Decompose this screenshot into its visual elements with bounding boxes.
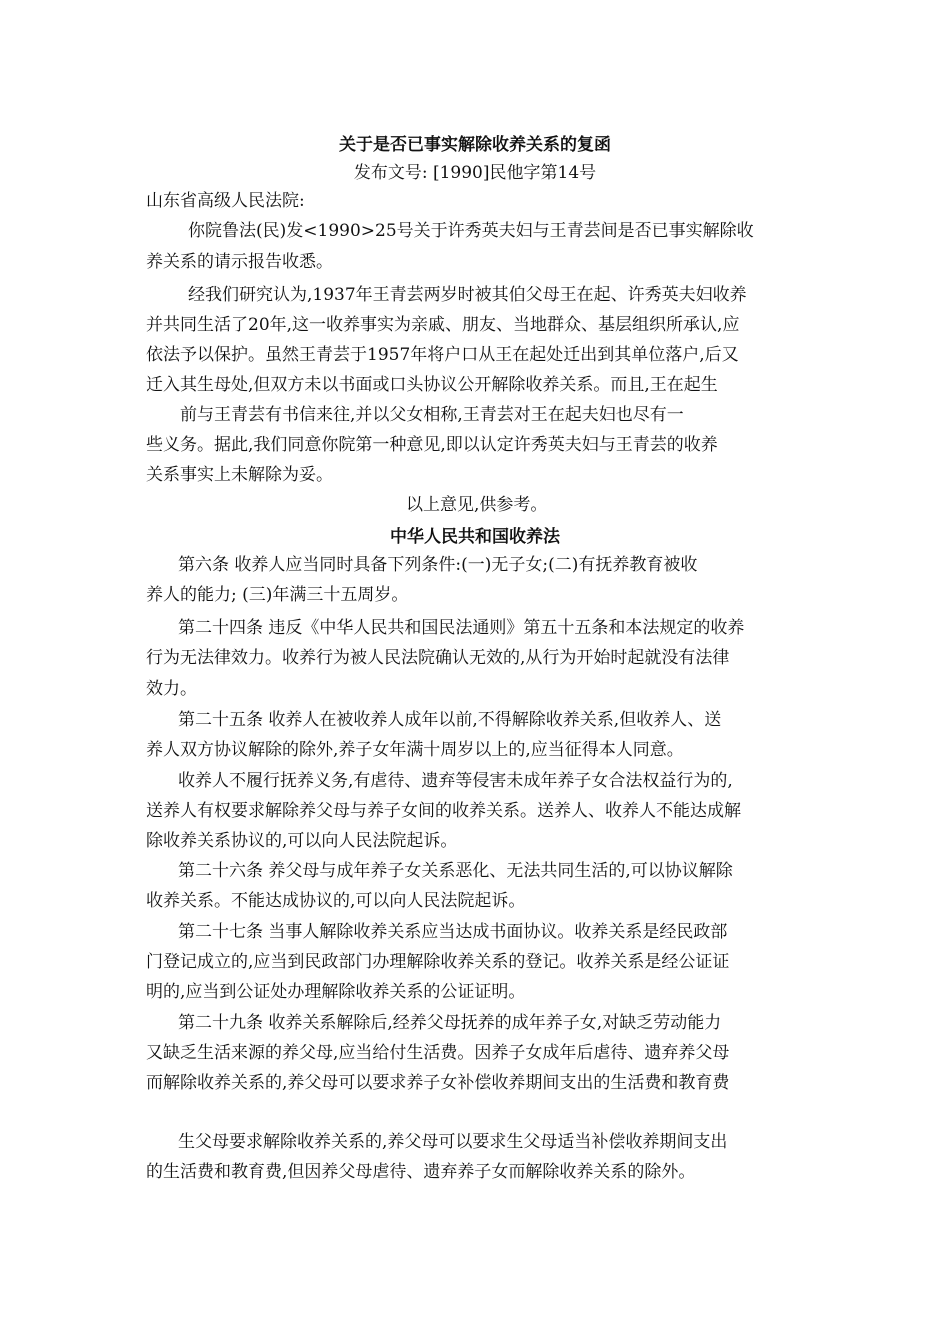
article-line: 送养人有权要求解除养父母与养子女间的收养关系。送养人、收养人不能达成解: [146, 801, 741, 821]
article-line: 第六条 收养人应当同时具备下列条件:(一)无子女;(二)有抚养教育被收: [178, 555, 698, 575]
salutation: 山东省高级人民法院:: [146, 191, 305, 211]
paragraph-line: 你院鲁法(民)发<1990>25号关于许秀英夫妇与王青芸间是否已事实解除收: [188, 221, 754, 241]
article-line: 第二十六条 养父母与成年养子女关系恶化、无法共同生活的,可以协议解除: [178, 861, 733, 881]
paragraph-line: 关系事实上未解除为妥。: [146, 465, 333, 485]
article-line: 除收养关系协议的,可以向人民法院起诉。: [146, 831, 458, 851]
paragraph-line: 前与王青芸有书信来往,并以父女相称,王青芸对王在起夫妇也尽有一: [180, 405, 684, 425]
article-line: 明的,应当到公证处办理解除收养关系的公证证明。: [146, 982, 526, 1002]
article-line: 又缺乏生活来源的养父母,应当给付生活费。因养子女成年后虐待、遗弃养父母: [146, 1043, 730, 1063]
article-line: 效力。: [146, 679, 197, 699]
closing-remark: 以上意见,供参考。: [406, 495, 548, 515]
paragraph-line: 经我们研究认为,1937年王青芸两岁时被其伯父母王在起、许秀英夫妇收养: [188, 285, 747, 305]
article-line: 生父母要求解除收养关系的,养父母可以要求生父母适当补偿收养期间支出: [178, 1132, 728, 1152]
article-line: 门登记成立的,应当到民政部门办理解除收养关系的登记。收养关系是经公证证: [146, 952, 730, 972]
paragraph-line: 些义务。据此,我们同意你院第一种意见,即以认定许秀英夫妇与王青芸的收养: [146, 435, 718, 455]
law-title: 中华人民共和国收养法: [390, 527, 560, 547]
article-line: 第二十七条 当事人解除收养关系应当达成书面协议。收养关系是经民政部: [178, 922, 728, 942]
article-line: 收养关系。不能达成协议的,可以向人民法院起诉。: [146, 891, 526, 911]
paragraph-line: 养关系的请示报告收悉。: [146, 252, 333, 272]
paragraph-line: 依法予以保护。虽然王青芸于1957年将户口从王在起处迁出到其单位落户,后又: [146, 345, 739, 365]
article-line: 第二十九条 收养关系解除后,经养父母抚养的成年养子女,对缺乏劳动能力: [178, 1013, 722, 1033]
article-line: 第二十五条 收养人在被收养人成年以前,不得解除收养关系,但收养人、送: [178, 710, 722, 730]
article-line: 而解除收养关系的,养父母可以要求养子女补偿收养期间支出的生活费和教育费: [146, 1073, 730, 1093]
paragraph-line: 并共同生活了20年,这一收养事实为亲戚、朋友、当地群众、基层组织所承认,应: [146, 315, 740, 335]
doc-number: 发布文号: [1990]民他字第14号: [353, 163, 597, 183]
article-line: 养人的能力; (三)年满三十五周岁。: [146, 585, 409, 605]
article-line: 的生活费和教育费,但因养父母虐待、遗弃养子女而解除收养关系的除外。: [146, 1162, 696, 1182]
article-line: 第二十四条 违反《中华人民共和国民法通则》第五十五条和本法规定的收养: [178, 618, 745, 638]
paragraph-line: 迁入其生母处,但双方未以书面或口头协议公开解除收养关系。而且,王在起生: [146, 375, 718, 395]
article-line: 收养人不履行抚养义务,有虐待、遗弃等侵害未成年养子女合法权益行为的,: [178, 771, 733, 791]
article-line: 养人双方协议解除的除外,养子女年满十周岁以上的,应当征得本人同意。: [146, 740, 684, 760]
page-title: 关于是否已事实解除收养关系的复函: [339, 135, 611, 155]
article-line: 行为无法律效力。收养行为被人民法院确认无效的,从行为开始时起就没有法律: [146, 648, 730, 668]
